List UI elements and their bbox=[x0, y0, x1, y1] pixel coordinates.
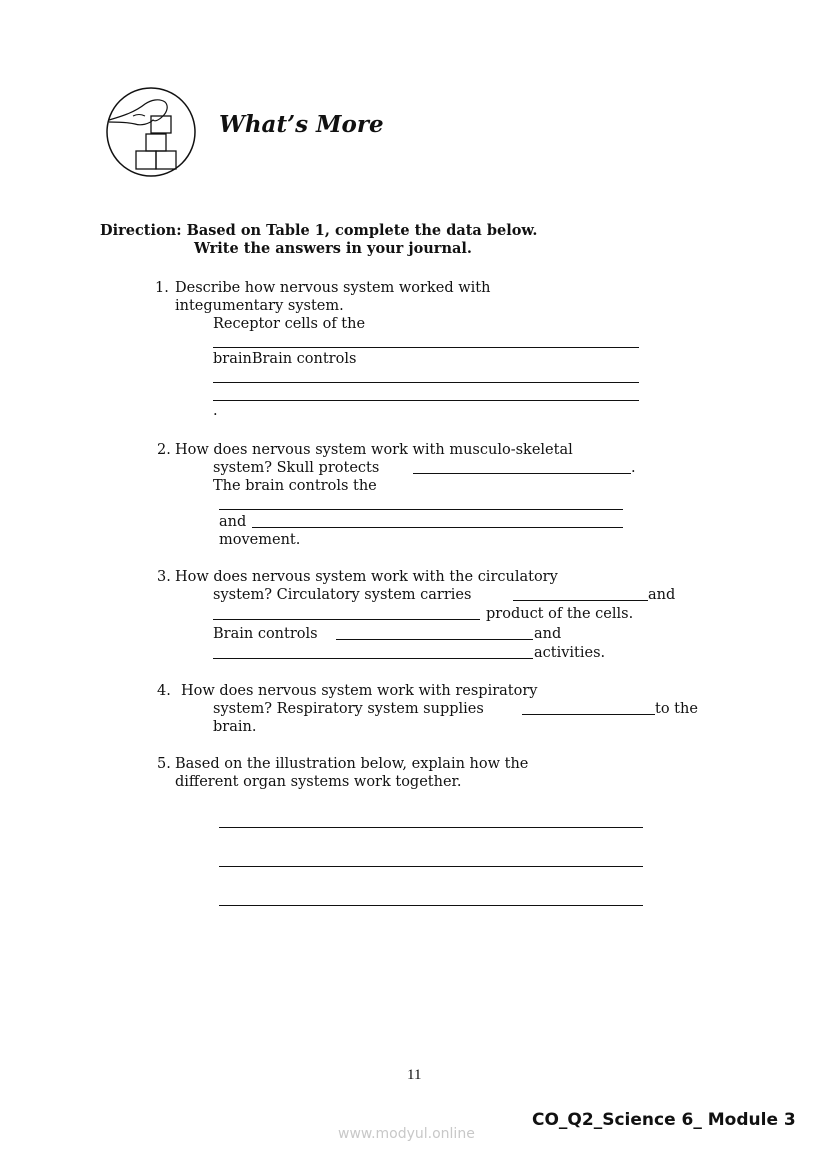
q2-blank-1[interactable] bbox=[219, 509, 623, 510]
q3-activities: activities. bbox=[534, 645, 606, 661]
q1-blank-3[interactable] bbox=[213, 400, 639, 401]
q3-blank-controls[interactable] bbox=[336, 639, 533, 640]
q1-text-1: Describe how nervous system worked with bbox=[175, 280, 491, 296]
watermark: www.modyul.online bbox=[338, 1126, 475, 1142]
q1-text-2: integumentary system. bbox=[175, 298, 344, 314]
q2-blank-skull[interactable] bbox=[413, 473, 631, 474]
q3-text-2: system? Circulatory system carries bbox=[213, 587, 472, 603]
q1-prompt-receptor: Receptor cells of the bbox=[213, 316, 366, 332]
q3-text-product: product of the cells. bbox=[486, 606, 634, 622]
q3-blank-carries[interactable] bbox=[513, 600, 648, 601]
q2-number: 2. bbox=[157, 442, 171, 458]
q4-to-the: to the bbox=[655, 701, 698, 717]
q4-number: 4. bbox=[157, 683, 171, 699]
q2-movement: movement. bbox=[219, 532, 301, 548]
direction-line-2: Write the answers in your journal. bbox=[194, 240, 472, 257]
q5-text-1: Based on the illustration below, explain how the bbox=[175, 756, 529, 772]
q4-text-1: How does nervous system work with respiratory bbox=[181, 683, 538, 699]
q1-period: . bbox=[213, 403, 218, 419]
q2-text-1: How does nervous system work with musculo-skeletal bbox=[175, 442, 573, 458]
module-label: CO_Q2_Science 6_ Module 3 bbox=[532, 1110, 796, 1130]
q5-answer-line-3[interactable] bbox=[219, 905, 643, 906]
q2-blank-2[interactable] bbox=[252, 527, 623, 528]
q3-blank-product[interactable] bbox=[213, 619, 480, 620]
q4-text-2: system? Respiratory system supplies bbox=[213, 701, 484, 717]
q1-blank-1[interactable] bbox=[213, 347, 639, 348]
q2-period: . bbox=[631, 460, 636, 476]
q4-blank-supplies[interactable] bbox=[522, 714, 655, 715]
q3-text-1: How does nervous system work with the circulatory bbox=[175, 569, 558, 585]
q5-text-2: different organ systems work together. bbox=[175, 774, 462, 790]
q5-answer-line-2[interactable] bbox=[219, 866, 643, 867]
q3-text-brain: Brain controls bbox=[213, 626, 318, 642]
q2-text-2: system? Skull protects bbox=[213, 460, 380, 476]
section-title: What’s More bbox=[219, 111, 384, 138]
q4-brain: brain. bbox=[213, 719, 257, 735]
q5-number: 5. bbox=[157, 756, 171, 772]
q3-and-2: and bbox=[534, 626, 562, 642]
hand-stacking-blocks-icon bbox=[105, 86, 197, 178]
q1-prompt-brain: brainBrain controls bbox=[213, 351, 357, 367]
q1-blank-2[interactable] bbox=[213, 382, 639, 383]
q2-text-3: The brain controls the bbox=[213, 478, 377, 494]
page-number: 11 bbox=[407, 1067, 422, 1083]
q3-blank-activities[interactable] bbox=[213, 658, 533, 659]
q2-and: and bbox=[219, 514, 247, 530]
q3-and-1: and bbox=[648, 587, 676, 603]
q3-number: 3. bbox=[157, 569, 171, 585]
direction-line-1: Direction: Based on Table 1, complete the data below. bbox=[100, 222, 538, 239]
q5-answer-line-1[interactable] bbox=[219, 827, 643, 828]
q1-number: 1. bbox=[155, 280, 169, 296]
